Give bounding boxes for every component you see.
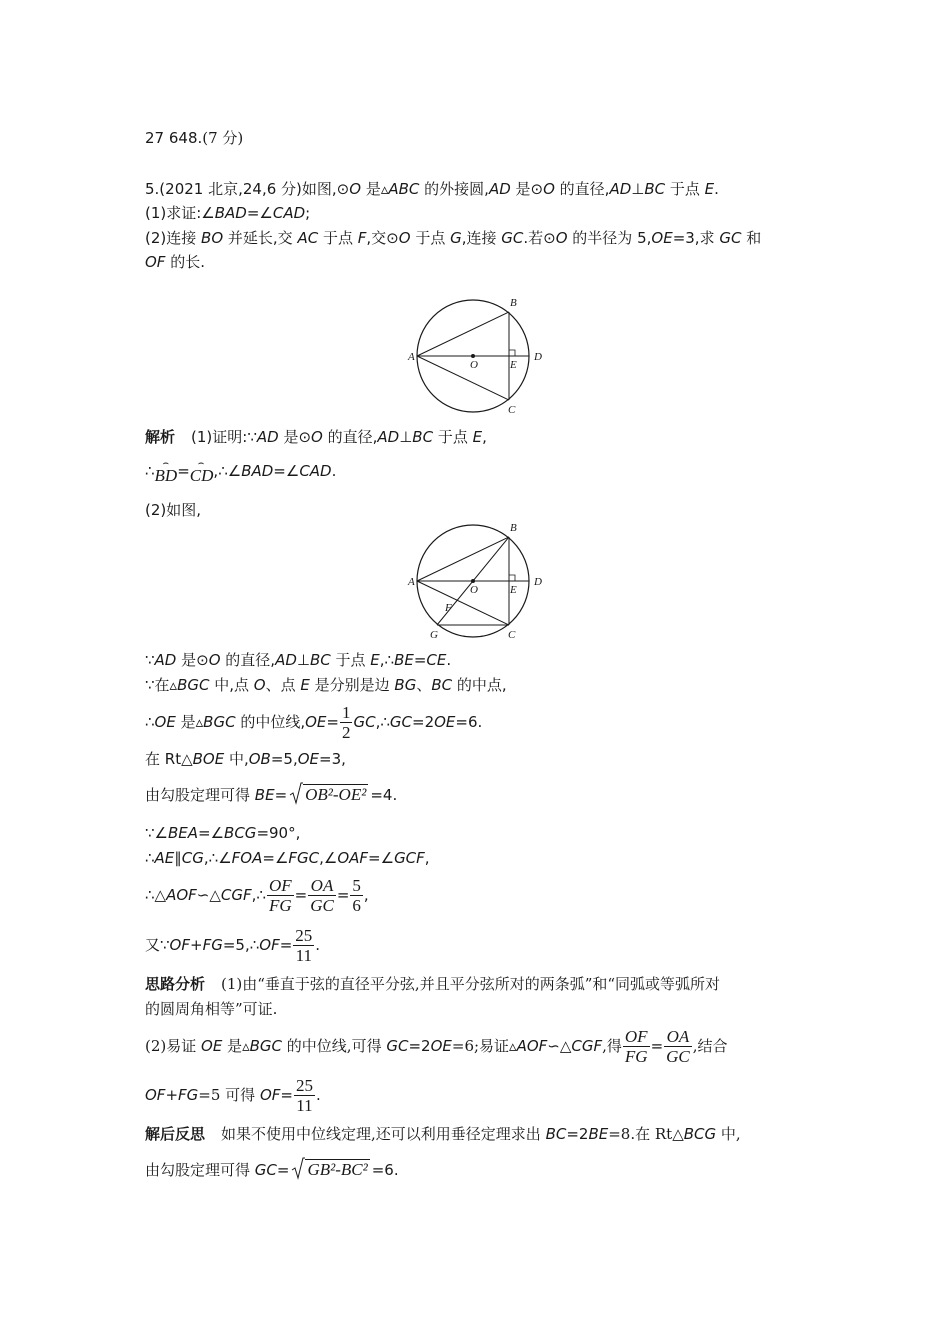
text: =5, [270, 750, 298, 768]
text: =2 [566, 1125, 589, 1143]
text: =∠ [198, 824, 225, 842]
solution-line-4 [145, 650, 451, 670]
text: , [424, 849, 430, 867]
text: 5.(2021 北京,24,6 分)如图,⊙ [145, 180, 350, 198]
text: ∽△ [547, 1037, 572, 1055]
text: 的半径为 5, [567, 229, 652, 247]
var: E [472, 428, 483, 446]
label-e: E [510, 359, 517, 371]
var: O [543, 180, 555, 198]
var: O [311, 428, 323, 446]
var: GCF [394, 849, 425, 867]
text: = [276, 1161, 290, 1179]
arc-cap: ⌢ [162, 458, 170, 469]
var: OE [201, 1037, 223, 1055]
solution-line-2 [145, 458, 337, 485]
var: AD [256, 428, 279, 446]
figure-1-circle-diagram [400, 290, 560, 420]
analysis-line-3 [145, 1025, 728, 1067]
fraction-oa-gc [308, 876, 336, 915]
text: = [177, 462, 190, 480]
text: =∠ [262, 849, 289, 867]
var: BOE [192, 750, 225, 768]
text: 是▵ [361, 180, 389, 198]
text: ∽△ [196, 886, 221, 904]
solution-line-11 [145, 874, 369, 916]
var: G [450, 229, 462, 247]
var: CGF [220, 886, 252, 904]
var: BC [545, 1125, 567, 1143]
text: 的直径, [220, 651, 276, 669]
var: ABC [388, 180, 420, 198]
var: BGC [203, 713, 236, 731]
text: . [315, 1086, 321, 1104]
text: ,∴∠ [203, 849, 232, 867]
text: ,交⊙ [366, 229, 399, 247]
text: 的外接圆, [419, 180, 489, 198]
label-e: E [510, 584, 517, 596]
text: . [331, 462, 337, 480]
text: , [482, 428, 487, 446]
text: = [650, 1037, 664, 1055]
var: BGC [249, 1037, 283, 1055]
center-dot [471, 579, 475, 583]
var: BAD [214, 204, 247, 222]
var: OE [434, 713, 456, 731]
var: BAD [241, 462, 274, 480]
var: BEA [168, 824, 199, 842]
text: =3, [319, 750, 346, 768]
text: 于点 [665, 180, 705, 198]
text: 是▵ [175, 713, 204, 731]
problem-line-4 [145, 252, 205, 272]
denominator: FG [268, 896, 292, 915]
text: 、 [416, 676, 432, 694]
var: CG [181, 849, 204, 867]
text: ∵ [145, 651, 155, 669]
text: = [274, 786, 288, 804]
var: BD [154, 466, 178, 485]
text: 是⊙ [176, 651, 209, 669]
problem-line-1 [145, 179, 719, 199]
fraction-of-fg [623, 1027, 650, 1066]
prev-answer: 27 648. [145, 129, 203, 147]
numerator: 1 [341, 703, 351, 722]
analysis-line-1 [145, 974, 720, 994]
var: O [253, 676, 266, 694]
numerator: 25 [295, 926, 313, 945]
text: 是⊙ [278, 428, 312, 446]
solution-line-9 [145, 823, 300, 843]
problem-line-3 [145, 228, 761, 248]
text: ; [305, 204, 311, 222]
text: ,连接 [461, 229, 502, 247]
text: 并延长,交 [223, 229, 298, 247]
text: 是▵ [222, 1037, 250, 1055]
var: GC [386, 1037, 409, 1055]
var: AD [609, 180, 632, 198]
var: CE [426, 651, 447, 669]
label-c: C [508, 629, 516, 641]
solution-line-3 [145, 500, 201, 520]
var: E [704, 180, 715, 198]
text: = [413, 651, 427, 669]
text: 于点 [433, 428, 473, 446]
text: 中, [224, 750, 249, 768]
text: 的中位线,可得 [282, 1037, 387, 1055]
center-dot [471, 354, 475, 358]
var: GC [719, 229, 742, 247]
arc-cap: ⌢ [197, 458, 205, 469]
text: =8.在 Rt△ [608, 1125, 684, 1143]
var: BCG [224, 824, 257, 842]
var: BC [431, 676, 453, 694]
var: OE [297, 750, 320, 768]
text: =6;易证▵ [451, 1037, 517, 1055]
text: 由勾股定理可得 [145, 786, 255, 804]
text: ,∴ [375, 713, 390, 731]
text: 的中位线, [235, 713, 306, 731]
arc-bd [154, 458, 178, 486]
label-c: C [508, 404, 516, 416]
sqrt-expression [291, 1160, 369, 1180]
text: . [315, 936, 321, 954]
text: =90°, [256, 824, 301, 842]
text: (2)易证 [145, 1037, 202, 1055]
text: .若⊙ [523, 229, 556, 247]
var: BE [588, 1125, 609, 1143]
numerator: 5 [352, 876, 361, 895]
text: = [294, 886, 308, 904]
var: E [300, 676, 310, 694]
var: CAD [272, 204, 306, 222]
text: 的圆周角相等”可证. [145, 1000, 278, 1018]
numerator: OF [624, 1027, 648, 1046]
solution-line-1 [145, 427, 487, 447]
text: + [165, 1086, 179, 1104]
text: ,结合 [692, 1037, 728, 1055]
var: GC [389, 713, 412, 731]
text: ⊥ [399, 428, 413, 446]
var: O [555, 229, 568, 247]
var: BO [201, 229, 224, 247]
text: =4. [370, 786, 398, 804]
var: BE [394, 651, 414, 669]
label-d: D [534, 351, 542, 363]
var: FG [202, 936, 223, 954]
text: 如果不使用中位线定理,还可以利用垂径定理求出 [221, 1125, 546, 1143]
label-b: B [510, 297, 517, 309]
denominator: 6 [352, 896, 361, 915]
radical-sign-icon [289, 781, 303, 805]
text: ,∴∠ [213, 462, 242, 480]
analysis-line-4 [145, 1074, 321, 1116]
var: GC [501, 229, 524, 247]
var: OE [651, 229, 673, 247]
text: ⊥ [631, 180, 645, 198]
var: AOF [166, 886, 197, 904]
radical-sign-icon [291, 1156, 305, 1180]
arc-cd [189, 458, 214, 486]
label-o: O [470, 359, 478, 371]
var: BC [644, 180, 666, 198]
text: ∥ [174, 849, 182, 867]
text: = [336, 886, 350, 904]
text: (1)证明:∵ [191, 428, 257, 446]
var: F [357, 229, 367, 247]
var: AD [377, 428, 400, 446]
text: 于点 [410, 229, 451, 247]
text: ,得 [602, 1037, 622, 1055]
numerator: OA [308, 876, 336, 896]
text: =∠ [273, 462, 300, 480]
fraction-of-fg [267, 876, 294, 915]
text: ∴ [145, 849, 155, 867]
analysis-line-2 [145, 999, 277, 1019]
var: OF [145, 253, 166, 271]
prev-answer-line [145, 128, 243, 148]
var: OF [169, 936, 190, 954]
text: . [446, 651, 452, 669]
var: BCG [683, 1125, 717, 1143]
text: . [714, 180, 719, 198]
text: ∵∠ [145, 824, 168, 842]
solution-line-10 [145, 848, 430, 868]
var: CAD [299, 462, 332, 480]
text: =2 [408, 1037, 431, 1055]
var: GC [254, 1161, 277, 1179]
label-o: O [470, 584, 478, 596]
var: OAF [337, 849, 369, 867]
text: (1)求证:∠ [145, 204, 215, 222]
text: = [280, 1086, 293, 1104]
right-angle-mark [509, 350, 515, 356]
var: OF [259, 1086, 281, 1104]
numerator: OA [664, 1027, 692, 1047]
var: AE [154, 849, 175, 867]
solution-line-12 [145, 924, 320, 966]
label-a: A [408, 576, 415, 588]
prev-score: (7 分) [202, 129, 244, 147]
label-f: F [445, 602, 452, 614]
var: O [208, 651, 221, 669]
text: 的长. [165, 253, 205, 271]
var: AD [275, 651, 297, 669]
var: O [398, 229, 411, 247]
text: =6. [371, 1161, 399, 1179]
var: OB [248, 750, 271, 768]
text: 又∵ [145, 936, 170, 954]
text: =5,∴ [222, 936, 260, 954]
text: ∵在▵ [145, 676, 178, 694]
denominator: GC [310, 896, 334, 915]
denominator: GC [666, 1047, 690, 1066]
var: OE [430, 1037, 452, 1055]
text: (2)如图, [145, 501, 202, 519]
text: =3,求 [672, 229, 720, 247]
var: BGC [177, 676, 210, 694]
solution-line-7 [145, 749, 346, 769]
text: (2)连接 [145, 229, 202, 247]
fraction-oa-gc [664, 1027, 692, 1066]
label-a: A [408, 351, 415, 363]
var: FGC [288, 849, 320, 867]
text: 的中点, [452, 676, 507, 694]
reflection-title: 解后反思 [145, 1125, 206, 1143]
fraction-25-11 [294, 1076, 315, 1115]
numerator: OF [268, 876, 292, 895]
solution-line-6 [145, 702, 482, 742]
var: CGF [571, 1037, 603, 1055]
fraction-5-6 [350, 876, 363, 915]
var: E [370, 651, 380, 669]
var: FG [178, 1086, 199, 1104]
var: FOA [231, 849, 263, 867]
denominator: 11 [295, 946, 312, 965]
var: O [349, 180, 362, 198]
text: = [279, 936, 293, 954]
text: 于点 [330, 651, 371, 669]
var: AD [488, 180, 511, 198]
text: ⊥ [296, 651, 310, 669]
var: CD [189, 466, 214, 485]
text: 的直径, [554, 180, 610, 198]
text: 中,点 [209, 676, 254, 694]
text: 是⊙ [510, 180, 544, 198]
text: ,∴ [251, 886, 266, 904]
radicand: OB²-OE² [305, 785, 367, 804]
text: 、点 [265, 676, 301, 694]
var: OE [305, 713, 327, 731]
text: =2 [412, 713, 435, 731]
numerator: 25 [295, 1076, 313, 1095]
analysis-title: 思路分析 [145, 975, 206, 993]
text: 由勾股定理可得 [145, 1161, 255, 1179]
problem-line-2 [145, 203, 310, 223]
var: BE [254, 786, 275, 804]
sqrt-expression [289, 785, 368, 805]
var: AC [297, 229, 319, 247]
var: OE [154, 713, 176, 731]
var: BC [412, 428, 434, 446]
text: 于点 [318, 229, 358, 247]
reflection-line-2 [145, 1160, 399, 1180]
text: 在 Rt△ [145, 750, 193, 768]
var: BC [309, 651, 331, 669]
denominator: FG [624, 1047, 648, 1066]
text: (1)由“垂直于弦的直径平分弦,并且平分弦所对的两条弧”和“同弧或等弧所对 [221, 975, 721, 993]
text: ∴ [145, 713, 155, 731]
var: AOF [516, 1037, 548, 1055]
text: 是分别是边 [309, 676, 395, 694]
text: = [326, 713, 339, 731]
text: , [363, 886, 369, 904]
text: =5 可得 [198, 1086, 260, 1104]
text: =∠ [368, 849, 395, 867]
fraction-25-11 [293, 926, 314, 965]
var: AD [154, 651, 177, 669]
solution-line-8 [145, 785, 397, 805]
right-angle-mark [509, 575, 515, 581]
var: BG [394, 676, 417, 694]
text: ∴ [145, 462, 155, 480]
figure-2-circle-diagram [400, 515, 560, 645]
reflection-line-1 [145, 1124, 741, 1144]
label-d: D [534, 576, 542, 588]
text: 的直径, [322, 428, 378, 446]
var: OF [259, 936, 280, 954]
fraction-half [340, 703, 353, 742]
text: ,∠ [319, 849, 338, 867]
text: 和 [741, 229, 762, 247]
solution-title: 解析 [145, 428, 176, 446]
label-g: G [430, 629, 438, 641]
radicand: GB²-BC² [307, 1160, 368, 1179]
text: ,∴ [379, 651, 395, 669]
var: GC [353, 713, 376, 731]
text: + [189, 936, 203, 954]
text: =∠ [246, 204, 273, 222]
text: ∴△ [145, 886, 167, 904]
label-b: B [510, 522, 517, 534]
denominator: 11 [296, 1096, 313, 1115]
denominator: 2 [341, 723, 351, 742]
var: OF [145, 1086, 166, 1104]
text: 中, [716, 1125, 741, 1143]
text: =6. [455, 713, 483, 731]
solution-line-5 [145, 675, 507, 695]
